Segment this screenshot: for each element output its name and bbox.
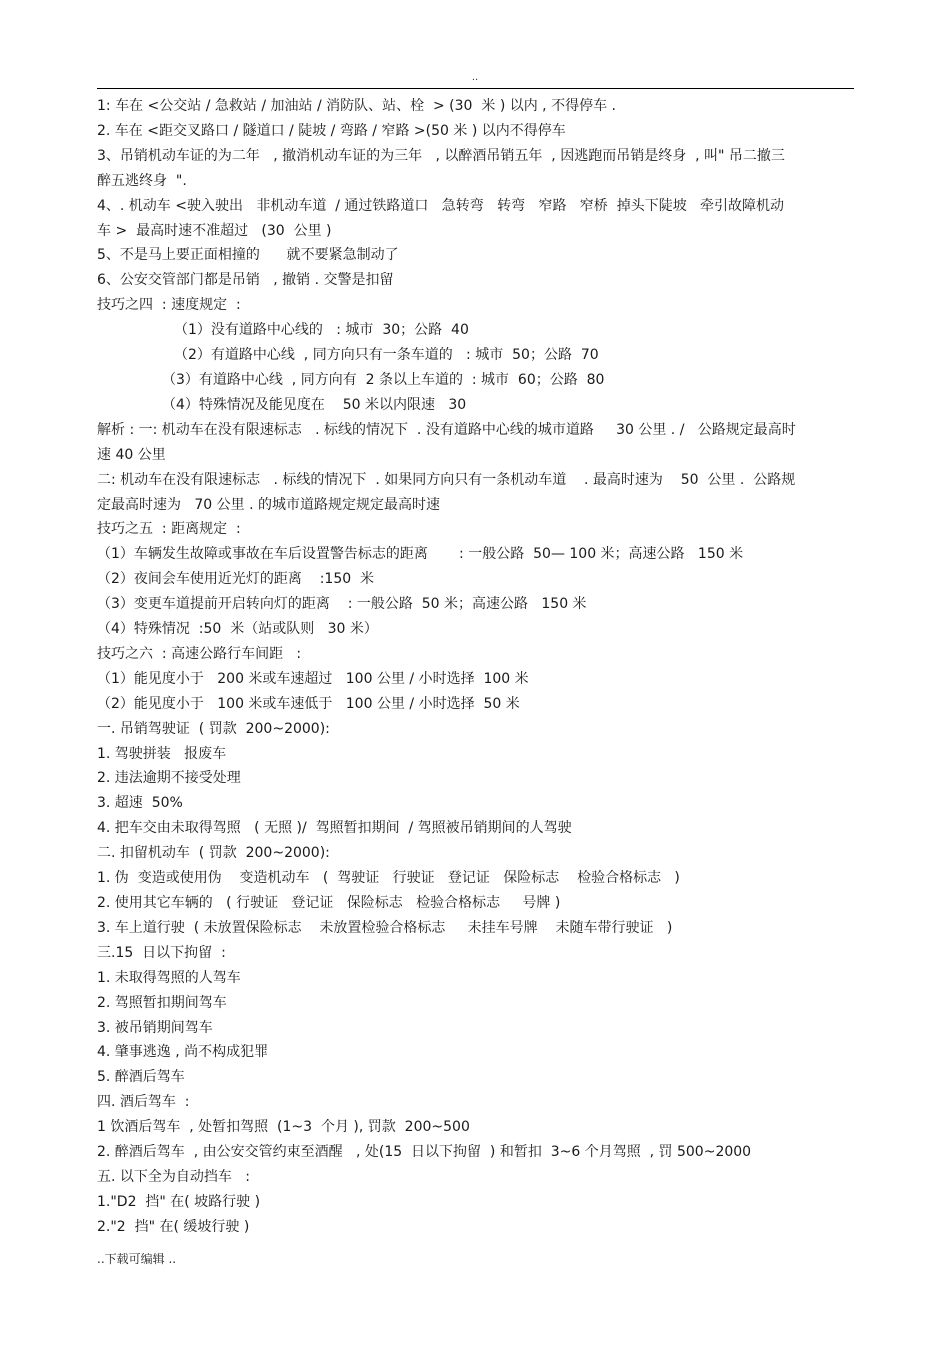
text-line: （3）变更车道提前开启转向灯的距离 : 一般公路 50 米；高速公路 150 米 — [97, 596, 587, 613]
text-line: 6、公安交管部门都是吊销 , 撤销 . 交警是扣留 — [97, 272, 394, 289]
text-line: 1. 未取得驾照的人驾车 — [97, 969, 241, 986]
text-line: （2）能见度小于 100 米或车速低于 100 公里 / 小时选择 50 米 — [97, 695, 520, 712]
section-heading: 技巧之四 : 速度规定 : — [97, 297, 241, 314]
text-line: 1 饮酒后驾车 , 处暂扣驾照 (1~3 个月 ), 罚款 200~500 — [97, 1119, 470, 1136]
section-heading: 四. 酒后驾车 : — [97, 1094, 190, 1111]
text-line: 2. 违法逾期不接受处理 — [97, 770, 241, 787]
text-line: （1）没有道路中心线的 : 城市 30；公路 40 — [174, 322, 469, 339]
text-line: 定最高时速为 70 公里 . 的城市道路规定规定最高时速 — [97, 496, 440, 513]
footer-note: ..下载可编辑 .. — [97, 1252, 177, 1266]
text-line: 3. 被吊销期间驾车 — [97, 1019, 213, 1036]
header-mark: .. — [471, 72, 479, 83]
text-line: 1."D2 挡" 在( 坡路行驶 ) — [97, 1193, 261, 1210]
text-line: 解析 : 一: 机动车在没有限速标志 . 标线的情况下 . 没有道路中心线的城市道路 30 公里 . / 公路规定最高时 — [97, 421, 796, 438]
text-line: 1: 车在 <公交站 / 急救站 / 加油站 / 消防队、站、栓 > (30 米 ) 以内 , 不得停车 . — [97, 98, 616, 114]
text-line: 2. 车在 <距交叉路口 / 隧道口 / 陡坡 / 弯路 / 窄路 >(50 米 ) 以内不得停车 — [97, 122, 566, 139]
text-line: 二: 机动车在没有限速标志 . 标线的情况下 . 如果同方向只有一条机动车道 . 最高时速为 50 公里 . 公路规 — [97, 471, 796, 488]
text-line: 4、. 机动车 <驶入驶出 非机动车道 / 通过铁路道口 急转弯 转弯 窄路 窄桥 掉头下陡坡 牵引故障机动 — [97, 197, 785, 214]
text-line: 2. 醉酒后驾车 , 由公安交管约束至酒醒 , 处(15 日以下拘留 ) 和暂扣 3~6 个月驾照 , 罚 500~2000 — [97, 1144, 752, 1161]
text-line: （2）有道路中心线 , 同方向只有一条车道的 : 城市 50；公路 70 — [174, 347, 599, 364]
text-line: 1. 伪 变造或使用伪 变造机动车 ( 驾驶证 行驶证 登记证 保险标志 检验合格标志 ) — [97, 870, 680, 887]
text-line: 3、吊销机动车证的为二年 , 撤消机动车证的为三年 , 以醉酒吊销五年 , 因逃跑而吊销是终身 , 叫" 吊二撤三 — [97, 147, 785, 164]
text-line: 车 > 最高时速不准超过 (30 公里 ) — [97, 222, 332, 239]
text-line: 2."2 挡" 在( 缓坡行驶 ) — [97, 1218, 250, 1235]
text-line: 2. 驾照暂扣期间驾车 — [97, 994, 227, 1011]
text-line: 5、不是马上要正面相撞的 就不要紧急制动了 — [97, 247, 399, 264]
text-line: （3）有道路中心线 , 同方向有 2 条以上车道的 : 城市 60；公路 80 — [162, 371, 605, 388]
text-line: 速 40 公里 — [97, 446, 166, 463]
section-heading: 技巧之六 : 高速公路行车间距 : — [97, 645, 302, 662]
text-line: 3. 超速 50% — [97, 795, 183, 812]
text-line: （1）车辆发生故障或事故在车后设置警告标志的距离 : 一般公路 50— 100 米；高速公路 150 米 — [97, 546, 744, 563]
section-heading: 三.15 日以下拘留 : — [97, 944, 226, 961]
text-line: 2. 使用其它车辆的 ( 行驶证 登记证 保险标志 检验合格标志 号牌 ) — [97, 895, 561, 911]
text-line: （2）夜间会车使用近光灯的距离 :150 米 — [97, 571, 375, 588]
section-heading: 五. 以下全为自动挡车 : — [97, 1168, 250, 1185]
section-heading: 一. 吊销驾驶证 ( 罚款 200~2000): — [97, 720, 330, 737]
document-body — [97, 94, 849, 1240]
text-line: 4. 把车交由未取得驾照 ( 无照 )/ 驾照暂扣期间 / 驾照被吊销期间的人驾驶 — [97, 820, 572, 837]
text-line: 1. 驾驶拼装 报废车 — [97, 745, 227, 762]
text-line: （4）特殊情况及能见度在 50 米以内限速 30 — [162, 396, 467, 413]
text-line: 5. 醉酒后驾车 — [97, 1069, 185, 1086]
text-line: （1）能见度小于 200 米或车速超过 100 公里 / 小时选择 100 米 — [97, 670, 529, 687]
text-line: 3. 车上道行驶 ( 未放置保险标志 未放置检验合格标志 未挂车号牌 未随车带行驶证 ) — [97, 919, 673, 936]
text-line: 醉五逃终身 ". — [97, 172, 187, 189]
section-heading: 二. 扣留机动车 ( 罚款 200~2000): — [97, 845, 330, 862]
text-line: 4. 肇事逃逸 , 尚不构成犯罪 — [97, 1044, 269, 1061]
header-divider — [97, 88, 854, 89]
section-heading: 技巧之五 : 距离规定 : — [97, 521, 241, 538]
text-line: （4）特殊情况 :50 米（站或队则 30 米） — [97, 621, 378, 638]
